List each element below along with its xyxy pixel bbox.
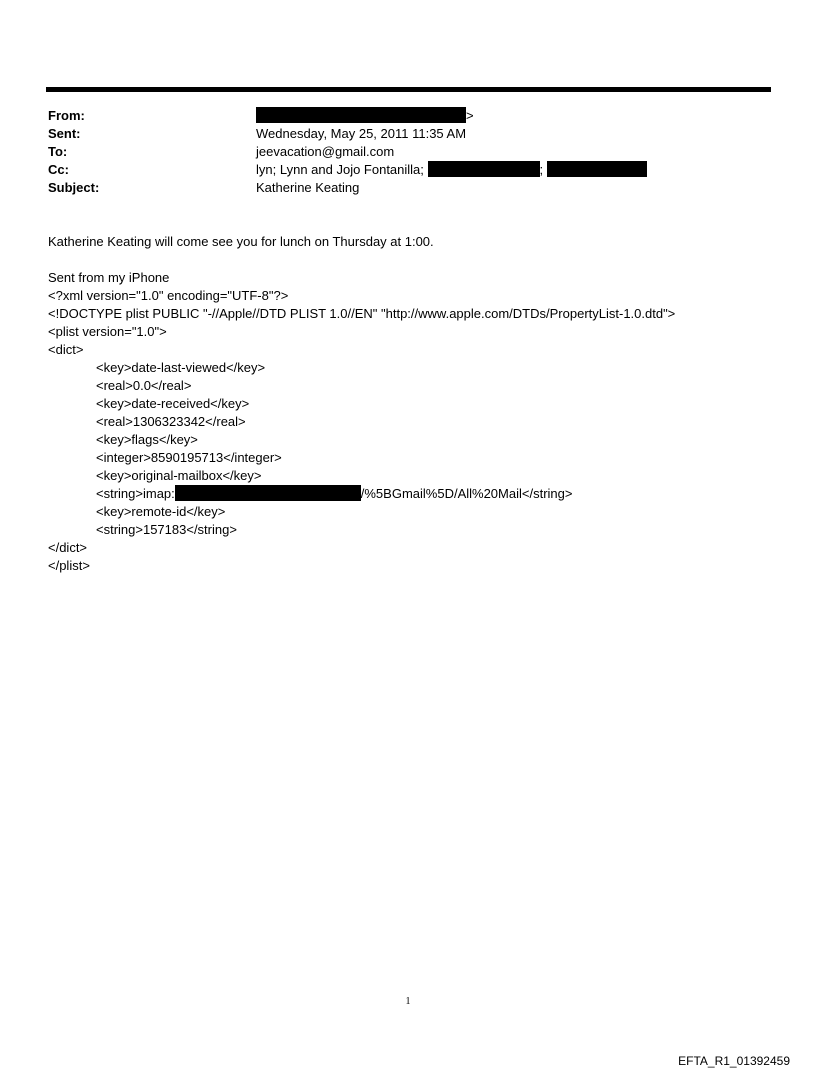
plist-open: <plist version="1.0"> xyxy=(48,324,167,339)
plist-close: </plist> xyxy=(48,558,90,573)
to-label: To: xyxy=(48,144,68,159)
plist-line: <key>date-last-viewed</key> xyxy=(96,360,266,375)
doctype-line: <!DOCTYPE plist PUBLIC "-//Apple//DTD PLIST 1.0//EN" "http://www.apple.com/DTDs/PropertyList-1.0.dtd"> xyxy=(48,306,676,321)
imap-line: <string>imap: /%5BGmail%5D/All%20Mail</string> xyxy=(96,486,573,501)
page-number: 1 xyxy=(405,996,411,1007)
dict-open: <dict> xyxy=(48,342,84,357)
redaction-block xyxy=(175,485,361,501)
plist-line: <key>remote-id</key> xyxy=(96,504,226,519)
sent-value: Wednesday, May 25, 2011 11:35 AM xyxy=(256,126,467,141)
plist-line: <string>157183</string> xyxy=(96,522,237,537)
message-text: Katherine Keating will come see you for lunch on Thursday at 1:00. xyxy=(48,234,434,249)
plist-line: <real>1306323342</real> xyxy=(96,414,246,429)
cc-label: Cc: xyxy=(48,162,69,177)
from-label: From: xyxy=(48,108,85,123)
redaction-block xyxy=(428,161,540,177)
bates-number: EFTA_R1_01392459 xyxy=(678,1054,790,1068)
header-rule xyxy=(46,87,771,92)
dict-close: </dict> xyxy=(48,540,88,555)
plist-line: <key>original-mailbox</key> xyxy=(96,468,262,483)
cc-value: lyn; Lynn and Jojo Fontanilla; ; xyxy=(256,161,647,179)
redaction-block xyxy=(256,107,466,123)
to-value: jeevacation@gmail.com xyxy=(256,144,395,159)
signature: Sent from my iPhone xyxy=(48,270,170,285)
from-value: > xyxy=(256,107,474,125)
subject-label: Subject: xyxy=(48,180,100,195)
redaction-block xyxy=(547,161,647,177)
xml-declaration: <?xml version="1.0" encoding="UTF-8"?> xyxy=(48,288,289,303)
plist-line: <key>date-received</key> xyxy=(96,396,250,411)
sent-label: Sent: xyxy=(48,126,81,141)
subject-value: Katherine Keating xyxy=(256,180,360,195)
plist-line: <integer>8590195713</integer> xyxy=(96,450,282,465)
plist-line: <real>0.0</real> xyxy=(96,378,192,393)
plist-line: <key>flags</key> xyxy=(96,432,198,447)
